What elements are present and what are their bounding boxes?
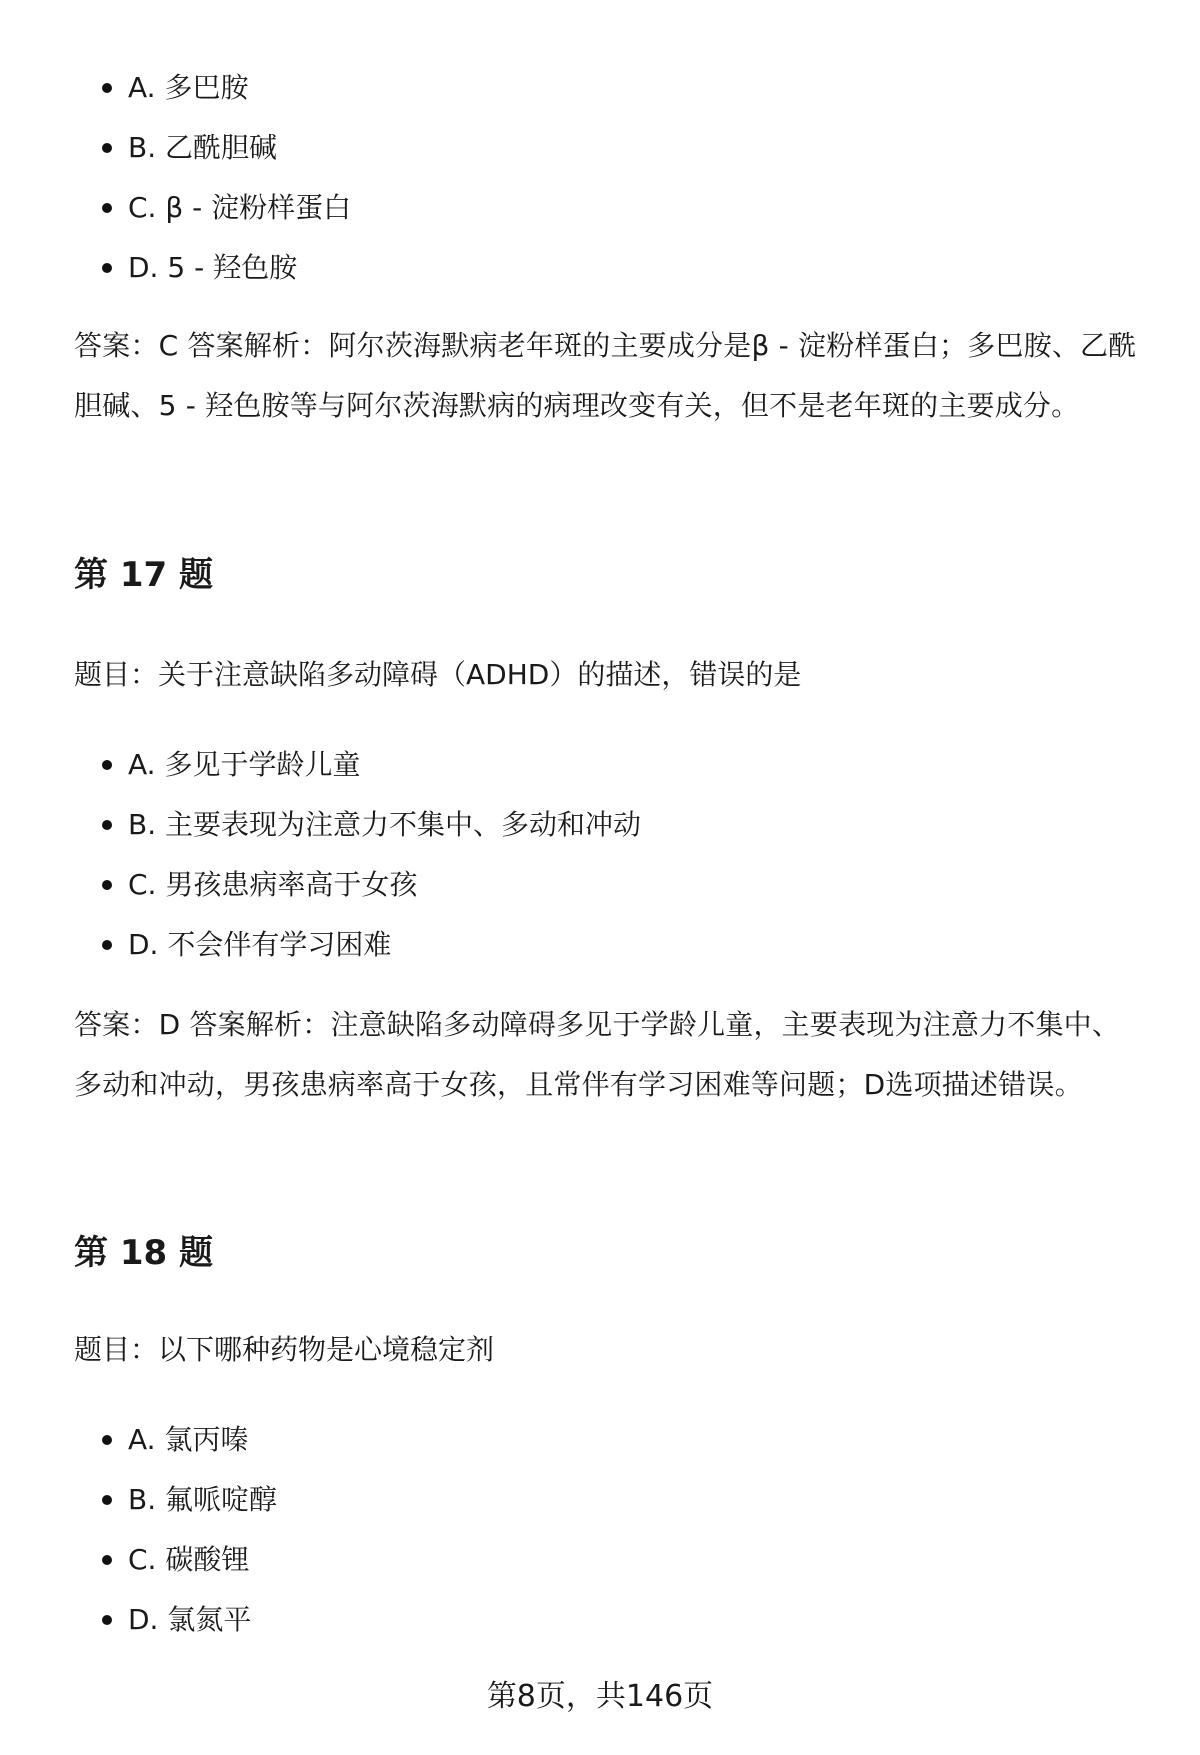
q16-option-b: B. 乙酰胆碱 bbox=[102, 118, 351, 178]
q16-option-d: D. 5 - 羟色胺 bbox=[102, 238, 351, 298]
q18-option-list bbox=[102, 1410, 277, 1650]
q17-option-c: C. 男孩患病率高于女孩 bbox=[102, 855, 641, 915]
q17-question: 题目：关于注意缺陷多动障碍（ADHD）的描述，错误的是 bbox=[74, 658, 802, 691]
page-number-footer: 第8页，共146页 bbox=[486, 1679, 714, 1714]
q18-heading: 第 18 题 bbox=[74, 1233, 213, 1273]
q16-answer-explanation: 答案：C 答案解析：阿尔茨海默病老年斑的主要成分是β - 淀粉样蛋白；多巴胺、乙酰胆碱、5 - 羟色胺等与阿尔茨海默病的病理改变有关，但不是老年斑的主要成分。 bbox=[74, 329, 1137, 422]
q17-answer-explanation: 答案：D 答案解析：注意缺陷多动障碍多见于学龄儿童，主要表现为注意力不集中、多动和冲动，男孩患病率高于女孩，且常伴有学习困难等问题；D选项描述错误。 bbox=[74, 1008, 1121, 1101]
q16-option-list bbox=[102, 58, 351, 298]
q18-option-a: A. 氯丙嗪 bbox=[102, 1410, 277, 1470]
q18-option-d: D. 氯氮平 bbox=[102, 1590, 277, 1650]
q17-heading: 第 17 题 bbox=[74, 555, 213, 595]
q18-option-b: B. 氟哌啶醇 bbox=[102, 1470, 277, 1530]
q17-option-a: A. 多见于学龄儿童 bbox=[102, 735, 641, 795]
q16-option-c: C. β - 淀粉样蛋白 bbox=[102, 178, 351, 238]
q17-option-b: B. 主要表现为注意力不集中、多动和冲动 bbox=[102, 795, 641, 855]
q17-option-d: D. 不会伴有学习困难 bbox=[102, 915, 641, 975]
q17-option-list bbox=[102, 735, 641, 975]
q18-question: 题目：以下哪种药物是心境稳定剂 bbox=[74, 1333, 495, 1366]
q16-option-a: A. 多巴胺 bbox=[102, 58, 351, 118]
q18-option-c: C. 碳酸锂 bbox=[102, 1530, 277, 1590]
